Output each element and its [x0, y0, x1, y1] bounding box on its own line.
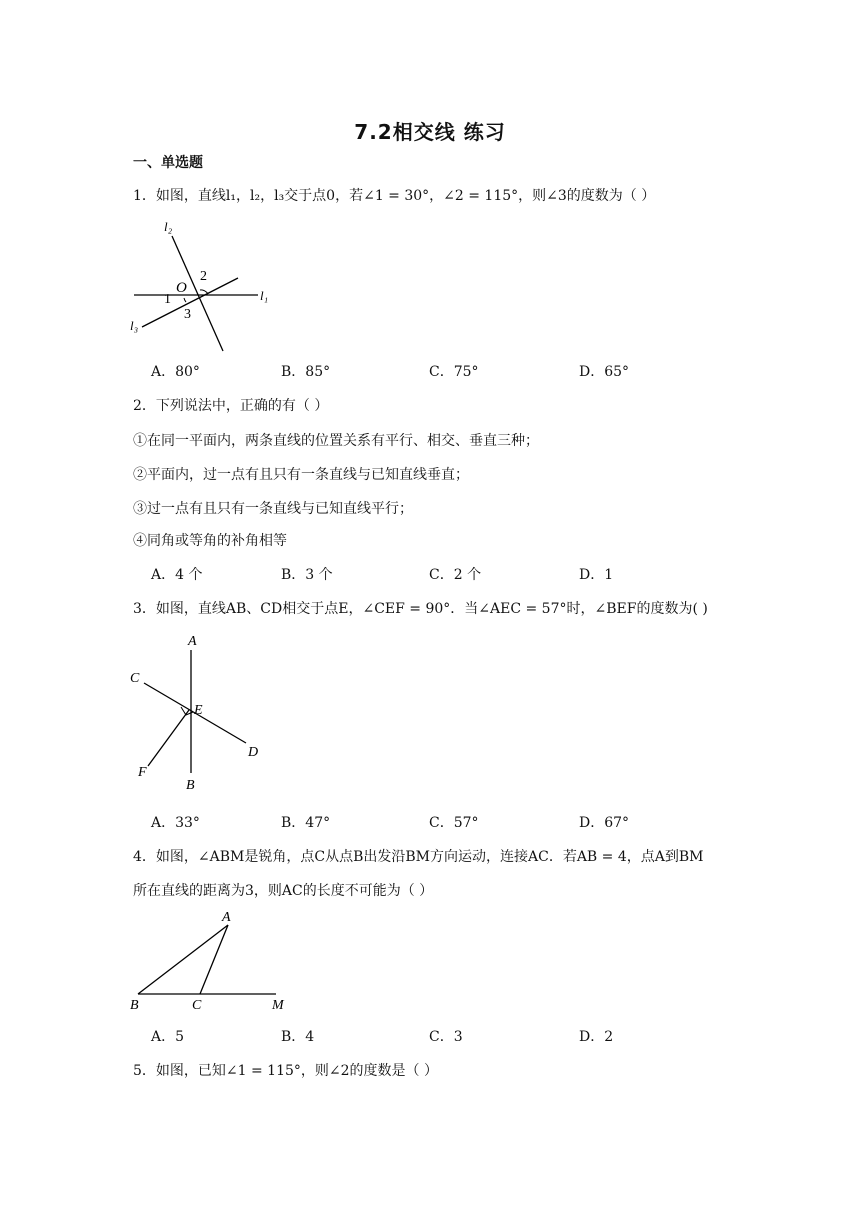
q3-label-C: C [130, 671, 140, 686]
q2-stem: 2．下列说法中，正确的有（ ） [133, 398, 329, 414]
q2-option-a[interactable]: A．4 个 [151, 567, 203, 583]
q3-options [151, 812, 751, 832]
q3-option-b[interactable]: B．47° [281, 815, 331, 831]
q3-label-A: A [188, 634, 197, 649]
q5-stem: 5．如图，已知∠1 = 115°，则∠2的度数是（ ） [133, 1063, 438, 1079]
section-heading: 一、单选题 [133, 155, 203, 171]
q2-item-2: ②平面内，过一点有且只有一条直线与已知直线垂直； [133, 467, 469, 483]
q4-label-B: B [130, 998, 139, 1013]
q1-label-l1: l₁ [260, 288, 269, 303]
q4-option-d[interactable]: D．2 [579, 1029, 614, 1045]
q1-option-d[interactable]: D．65° [579, 364, 630, 380]
q4-label-A: A [222, 910, 231, 925]
q2-option-b[interactable]: B．3 个 [281, 567, 333, 583]
q4-stem-line-1: 4．如图，∠ABM是锐角，点C从点B出发沿BM方向运动，连接AC．若AB = 4，点A到BM [133, 849, 704, 865]
q3-stem: 3．如图，直线AB、CD相交于点E，∠CEF = 90°．当∠AEC = 57°时，∠BEF的度数为( ) [133, 601, 708, 617]
q4-stem-line-2: 所在直线的距离为3，则AC的长度不可能为（ ） [133, 883, 434, 899]
q1-label-angle1: 1 [164, 292, 171, 307]
q3-label-F: F [138, 765, 147, 780]
q3-label-B: B [186, 778, 195, 793]
q2-option-c[interactable]: C．2 个 [429, 567, 482, 583]
q3-option-c[interactable]: C．57° [429, 815, 479, 831]
q1-option-b[interactable]: B．85° [281, 364, 331, 380]
q1-option-c[interactable]: C．75° [429, 364, 479, 380]
q1-figure [126, 218, 286, 358]
q1-label-angle2: 2 [200, 269, 207, 284]
q3-label-D: D [248, 745, 259, 760]
q4-option-b[interactable]: B．4 [281, 1029, 315, 1045]
q2-options [151, 564, 751, 584]
q2-item-1: ①在同一平面内，两条直线的位置关系有平行、相交、垂直三种； [133, 433, 539, 449]
q1-label-l3: l₃ [130, 318, 139, 333]
q1-label-l2: l₂ [164, 219, 173, 234]
q1-option-a[interactable]: A．80° [151, 364, 200, 380]
q1-options [151, 361, 751, 381]
q1-label-O: O [176, 280, 187, 296]
q4-option-a[interactable]: A．5 [151, 1029, 185, 1045]
q3-figure [124, 628, 274, 798]
q3-label-E: E [194, 703, 203, 718]
q3-option-d[interactable]: D．67° [579, 815, 630, 831]
q1-stem: 1．如图，直线l₁，l₂，l₃交于点0，若∠1 = 30°，∠2 = 115°，则∠3的度数为（ ） [133, 188, 656, 204]
q2-option-d[interactable]: D．1 [579, 567, 614, 583]
q4-label-M: M [272, 998, 284, 1013]
page-title: 7.2相交线 练习 [354, 120, 506, 144]
q4-options [151, 1026, 751, 1046]
q2-item-3: ③过一点有且只有一条直线与已知直线平行； [133, 501, 413, 517]
q4-figure [126, 905, 296, 1015]
q2-item-4: ④同角或等角的补角相等 [133, 533, 287, 549]
q4-option-c[interactable]: C．3 [429, 1029, 463, 1045]
q3-option-a[interactable]: A．33° [151, 815, 200, 831]
q4-label-C: C [192, 998, 202, 1013]
q1-label-angle3: 3 [184, 307, 191, 322]
